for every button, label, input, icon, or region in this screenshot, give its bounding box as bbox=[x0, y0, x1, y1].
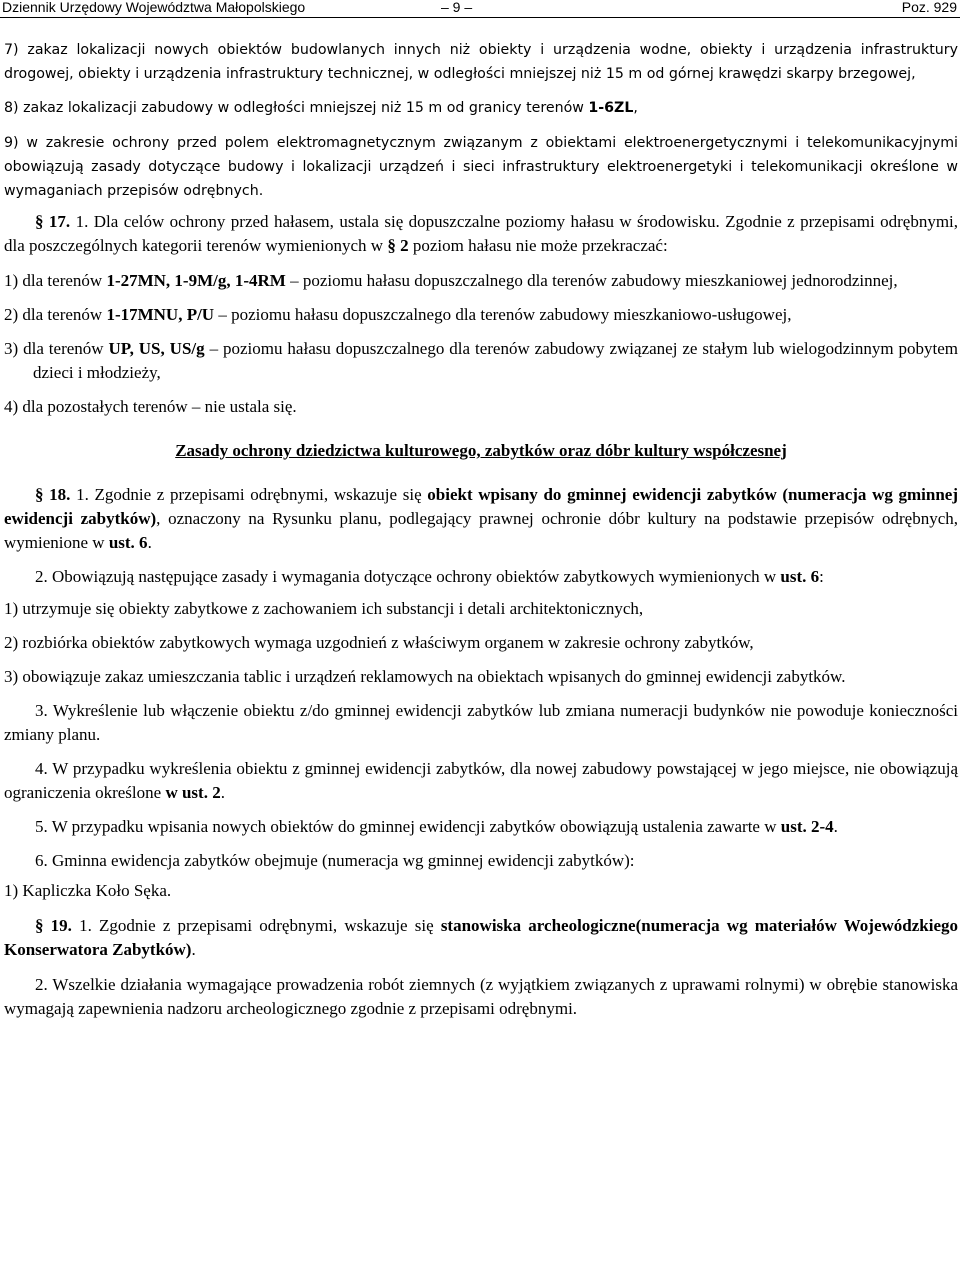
section-18-paragraph-4: 4. W przypadku wykreślenia obiektu z gminnej ewidencji zabytków, dla nowej zabudowy powstającej w jego miejsce, nie obowiązują ograniczenia określone w ust. 2. bbox=[4, 759, 958, 802]
page-header bbox=[0, 0, 960, 17]
section-19-paragraph-1: § 19. 1. Zgodnie z przepisami odrębnymi, wskazuje się stanowiska archeologiczne(numeracja wg materiałów Wojewódzkiego Konserwatora Zabytków). bbox=[4, 916, 958, 959]
section-17-item-3: 3) dla terenów UP, US, US/g – poziomu hałasu dopuszczalnego dla terenów zabudowy związanej ze stałym lub wielogodzinnym pobytem dzieci i młodzieży, bbox=[4, 339, 958, 382]
section-19-paragraph-2: 2. Wszelkie działania wymagające prowadzenia robót ziemnych (z wyjątkiem związanych z uprawami rolnymi) w obrębie stanowiska wymagają zapewnienia nadzoru archeologicznego zgodnie z przepisami odrębnymi. bbox=[4, 975, 958, 1018]
position-number: Poz. 929 bbox=[901, 0, 957, 15]
document-body bbox=[4, 38, 958, 1021]
section-18-item-2: 2) rozbiórka obiektów zabytkowych wymaga uzgodnień z właściwym organem w zakresie ochrony zabytków, bbox=[4, 633, 754, 652]
section-17-item-4: 4) dla pozostałych terenów – nie ustala się. bbox=[4, 397, 297, 416]
section-18-paragraph-2: 2. Obowiązują następujące zasady i wymagania dotyczące ochrony obiektów zabytkowych wymienionych w ust. 6: bbox=[35, 567, 824, 586]
section-18-paragraph-1: § 18. 1. Zgodnie z przepisami odrębnymi, wskazuje się obiekt wpisany do gminnej ewidencji zabytków (numeracja wg gminnej ewidencji zabytków), oznaczony na Rysunku planu, podlegający prawnej ochronie dóbr kultury na podstawie przepisów odrębnych, wymienione w ust. 6. bbox=[4, 485, 959, 552]
section-17-item-1: 1) dla terenów 1-27MN, 1-9M/g, 1-4RM – poziomu hałasu dopuszczalnego dla terenów zabudowy mieszkaniowej jednorodzinnej, bbox=[4, 271, 898, 290]
item-9: 9) w zakresie ochrony przed polem elektromagnetycznym związanym z obiektami elektroenergetycznymi i telekomunikacyjnymi obowiązują zasady dotyczące budowy i lokalizacji urządzeń i sieci infrastruktury elektroenergetyki i telekomunikacji określone w wymaganiach przepisów odrębnych. bbox=[4, 135, 958, 199]
section-18-paragraph-3: 3. Wykreślenie lub włączenie obiektu z/do gminnej ewidencji zabytków lub zmiana numeracji budynków nie powoduje konieczności zmiany planu. bbox=[4, 701, 958, 744]
journal-title: Dziennik Urzędowy Województwa Małopolskiego bbox=[2, 0, 306, 15]
section-17-intro: § 17. 1. Dla celów ochrony przed hałasem, ustala się dopuszczalne poziomy hałasu w środowisku. Zgodnie z przepisami odrębnymi, dla poszczególnych kategorii terenów wymienionych w § 2 poziom hałasu nie może przekraczać: bbox=[4, 212, 959, 255]
page-number: – 9 – bbox=[441, 0, 473, 15]
section-heading: Zasady ochrony dziedzictwa kulturowego, zabytków oraz dóbr kultury współczesnej bbox=[175, 441, 787, 460]
item-8: 8) zakaz lokalizacji zabudowy w odległości mniejszej niż 15 m od granicy terenów 1-6ZL, bbox=[4, 100, 638, 116]
section-18-paragraph-6: 6. Gminna ewidencja zabytków obejmuje (numeracja wg gminnej ewidencji zabytków): bbox=[35, 851, 635, 870]
monument-list-item-1: 1) Kapliczka Koło Sęka. bbox=[4, 881, 172, 900]
section-17-item-2: 2) dla terenów 1-17MNU, P/U – poziomu hałasu dopuszczalnego dla terenów zabudowy mieszkaniowo-usługowej, bbox=[4, 305, 792, 324]
section-18-item-1: 1) utrzymuje się obiekty zabytkowe z zachowaniem ich substancji i detali architektonicznych, bbox=[4, 599, 644, 618]
section-18-item-3: 3) obowiązuje zakaz umieszczania tablic i urządzeń reklamowych na obiektach wpisanych do gminnej ewidencji zabytków. bbox=[4, 667, 846, 686]
item-7: 7) zakaz lokalizacji nowych obiektów budowlanych innych niż obiekty i urządzenia wodne, obiekty i urządzenia infrastruktury drogowej, obiekty i urządzenia infrastruktury technicznej, w odległości mniejszej niż 15 m od górnej krawędzi skarpy brzegowej, bbox=[4, 42, 958, 82]
header-rule bbox=[0, 17, 960, 18]
section-18-paragraph-5: 5. W przypadku wpisania nowych obiektów do gminnej ewidencji zabytków obowiązują ustalenia zawarte w ust. 2-4. bbox=[35, 817, 838, 836]
